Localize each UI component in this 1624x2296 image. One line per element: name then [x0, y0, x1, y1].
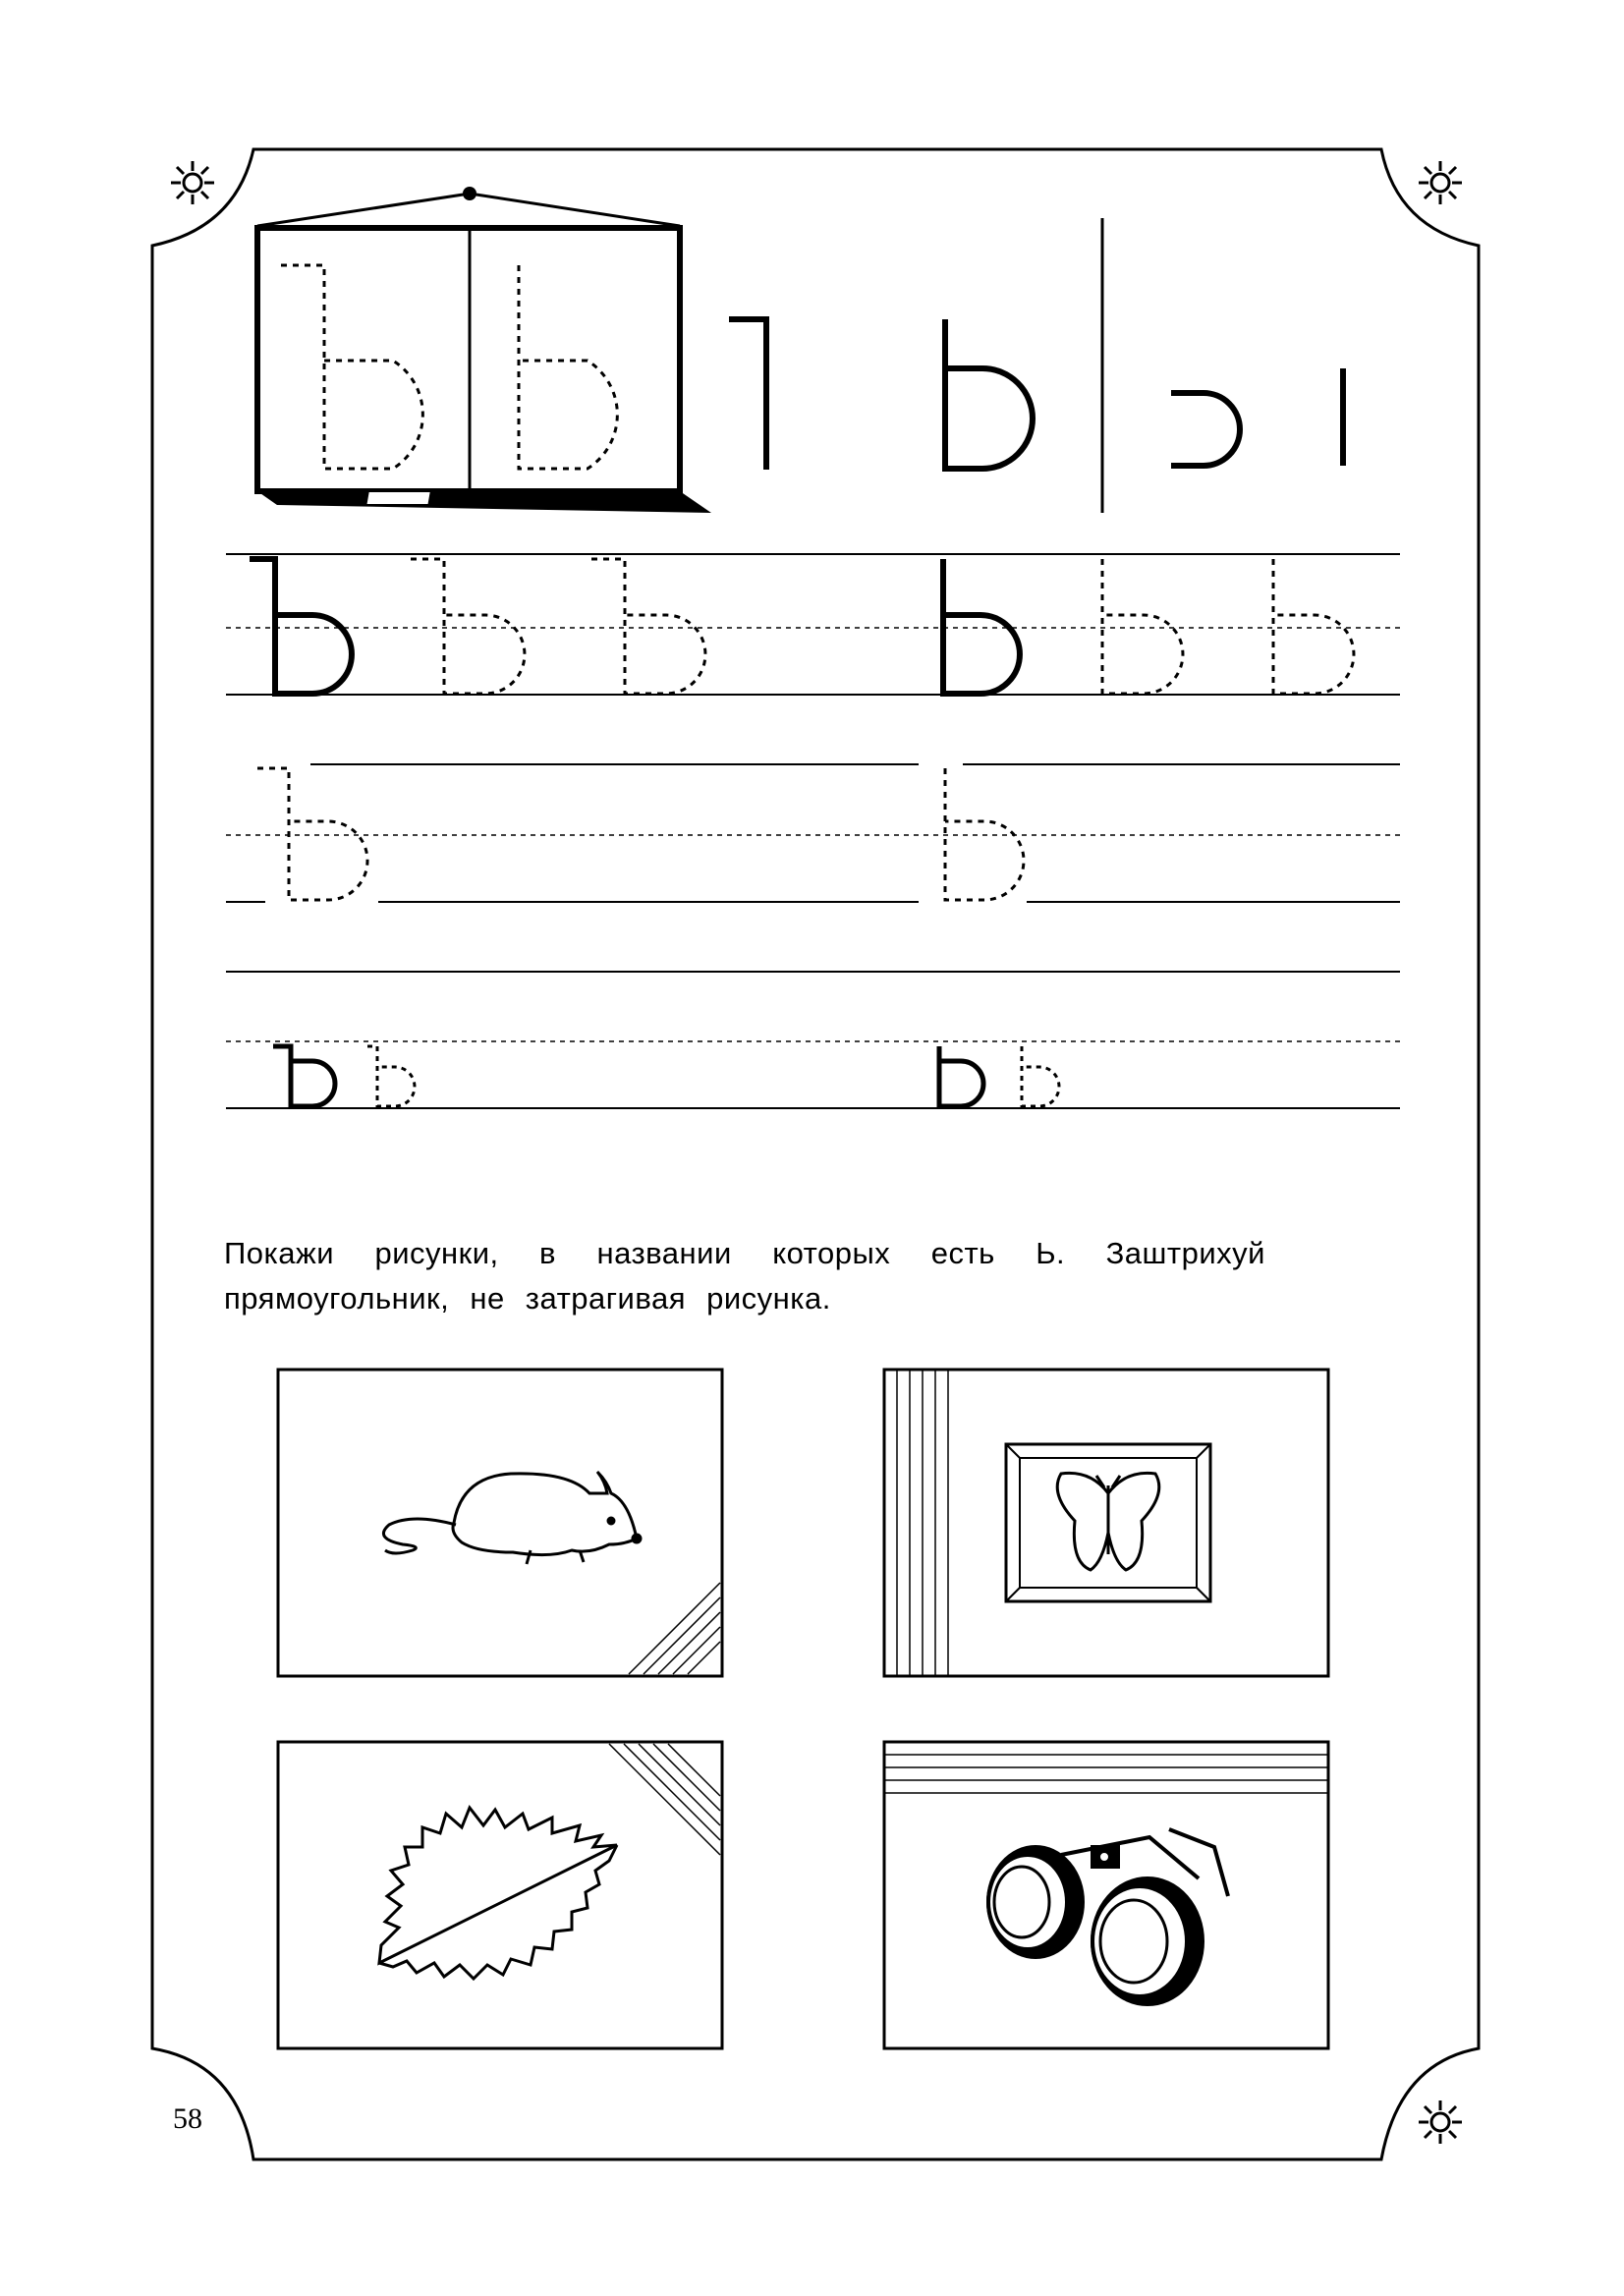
writing-row-3	[226, 972, 1400, 1108]
letter-elements	[729, 218, 1343, 513]
writing-row-2	[226, 764, 1400, 902]
corner-ornament-top-left	[171, 161, 214, 204]
chalkboard	[257, 187, 711, 513]
writing-row-1	[226, 554, 1400, 695]
picture-card-leaf	[278, 1742, 722, 2048]
picture-card-butterfly	[884, 1370, 1328, 1676]
corner-ornament-bottom-right	[1419, 2100, 1462, 2144]
picture-card-mouse	[278, 1370, 722, 1676]
page-number: 58	[173, 2102, 202, 2135]
picture-card-binoculars	[884, 1742, 1328, 2048]
corner-ornament-top-right	[1419, 161, 1462, 204]
instruction-text: Покажи рисунки, в названии которых есть Ь. Заштрихуй прямоугольник, не затрагивая рисунка.	[224, 1236, 1265, 1316]
